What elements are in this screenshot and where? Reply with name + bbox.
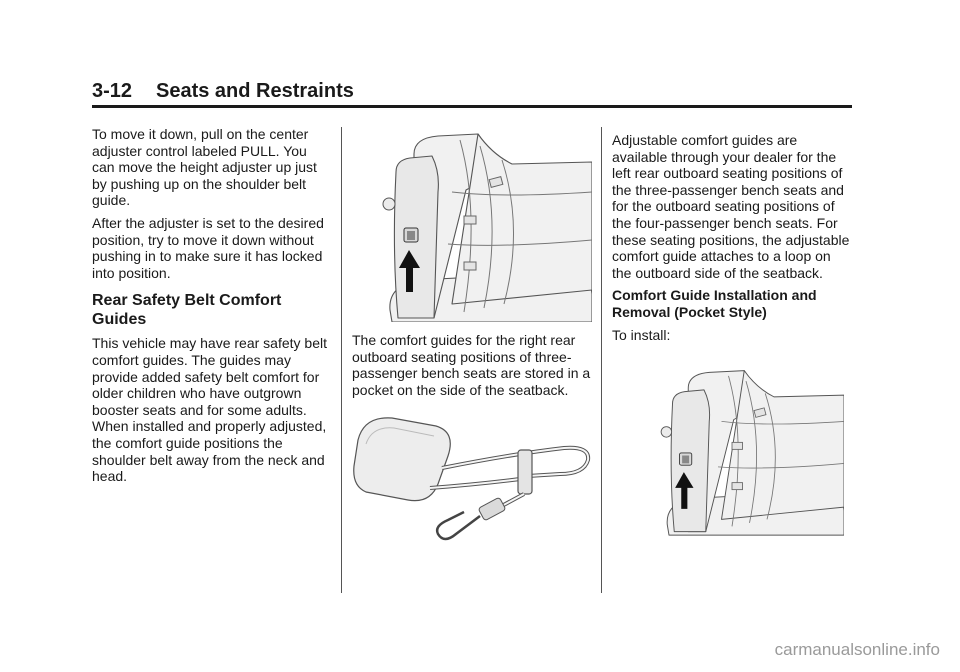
paragraph-adjustable-guides: Adjustable comfort guides are available through your dealer for the left rear outboard seating positions of the three-passenger bench seats and for the outboard seating positions of the four-passenger bench seats. For these seating positions, the adjustable comfort guide attaches to a loop on the outboard side of the seatback. — [612, 132, 850, 281]
seat-pocket-illustration — [352, 132, 592, 322]
comfort-guide-illustration — [352, 404, 592, 554]
column-divider-1 — [341, 127, 342, 593]
header-rule — [92, 105, 852, 108]
paragraph-pocket-storage: The comfort guides for the right rear outboard seating positions of three-passenger bench seats are stored in a pocket on the side of the seatback. — [352, 332, 591, 398]
section-title: Seats and Restraints — [156, 80, 354, 102]
page-number: 3-12 — [92, 80, 133, 102]
column-divider-2 — [601, 127, 602, 593]
paragraph-to-install: To install: — [612, 326, 671, 343]
column-2 — [352, 132, 592, 554]
heading-comfort-guides: Rear Safety Belt Comfort Guides — [92, 292, 282, 329]
subheading-installation-removal: Comfort Guide Installation and Removal (Pocket Style) — [612, 287, 817, 320]
watermark: carmanualsonline.info — [774, 640, 940, 659]
paragraph-adjuster-down: To move it down, pull on the center adjuster control labeled PULL. You can move the height adjuster up just by pushing up on the shoulder belt guide. — [92, 126, 317, 209]
column-3 — [612, 132, 852, 547]
install-seat-illustration — [634, 357, 844, 547]
paragraph-adjuster-locked: After the adjuster is set to the desired position, try to move it down without pushing in to make sure it has locked into position. — [92, 214, 324, 281]
paragraph-comfort-guides: This vehicle may have rear safety belt comfort guides. The guides may provide added safety belt comfort for older children who have outgrown booster seats and for some adults. When installed and properly adjusted, the comfort guide positions the shoulder belt away from the neck and head. — [92, 335, 327, 485]
page-header — [92, 80, 852, 110]
column-1 — [92, 126, 332, 491]
